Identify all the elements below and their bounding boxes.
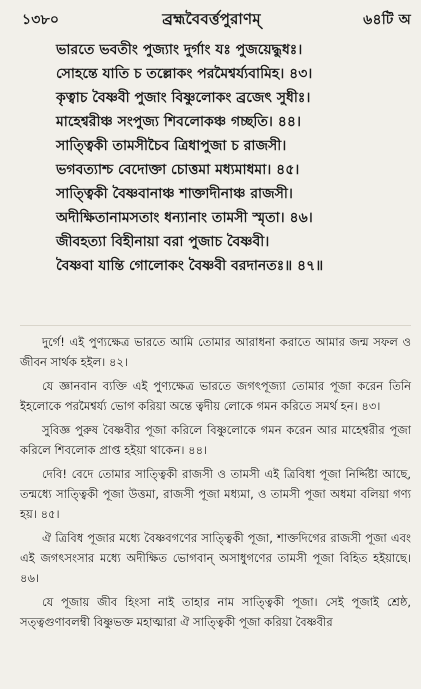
commentary-paragraph: দুর্গে! এই পুণ্যক্ষেত্র ভারতে আমি তোমার আরাধনা করাতে আমার জন্ম সফল ও জীবন সার্থক হইল। ৪২। xyxy=(20,335,411,369)
verse-line: জীবহত্যা বিহীনায়া বরা পুজাচ বৈষ্ণবী। xyxy=(56,234,270,250)
commentary-paragraph: যে পূজায় জীব হিংসা নাই তাহার নাম সাত্ত্বিকী পূজা। সেই পূজাই শ্রেষ্ঠ, সত্ত্বগুণাবলম্বী বিষ্ণুভক্ত মহাত্মারা ঐ সাত্ত্বিকী পূজা করিয়া বৈষ্ণবীর xyxy=(20,595,411,629)
chapter-label: ৬৪টি অ xyxy=(363,12,411,28)
page-number: ১৩৮০ xyxy=(22,12,60,28)
verse-line: সাত্ত্বিকী বৈষ্ণবানাঞ্চ শাক্তাদীনাঞ্চ রাজসী। xyxy=(56,186,293,202)
commentary-paragraph: দেবি! বেদে তোমার সাত্ত্বিকী রাজসী ও তামসী এই ত্রিবিধা পূজা নির্দ্দিষ্টা আছে, তন্মধ্যে সাত্ত্বিকী পূজা উত্তমা, রাজসী পূজা মধ্যমা, ও তামসী পূজা অধমা বলিয়া গণ্য হয়। ৪৫। xyxy=(20,467,411,521)
page-header xyxy=(22,8,411,32)
verse-line: সাত্ত্বিকী তামসীচৈব ত্রিধাপুজা চ রাজসী। xyxy=(56,138,287,154)
commentary-paragraph: যে জ্ঞানবান ব্যক্তি এই পুণ্যক্ষেত্র ভারতে জগৎপূজ্যা তোমার পূজা করেন তিনি ইহলোকে পরমৈশ্বর্য্য ভোগ করিয়া অন্তে ত্বদীয় লোকে গমন করিতে সমর্থ হন। ৪৩। xyxy=(20,379,411,413)
verse-line: কৃত্বাচ বৈষ্ণবী পুজাং বিষ্ণুলোকং ব্রজেৎ সুধীঃ। xyxy=(56,90,311,106)
verse-line: সোহন্তে যাতি চ তল্লোকং পরমৈশ্বর্য্যবামিহ। ৪৩। xyxy=(56,66,313,82)
section-divider xyxy=(20,325,411,326)
bengali-commentary xyxy=(20,332,411,632)
commentary-paragraph: সুবিজ্ঞ পুরুষ বৈষ্ণবীর পূজা করিলে বিষ্ণুলোকে গমন করেন আর মাহেশ্বরীর পূজা করিলে শিবলোক প্রাপ্ত হইয়া থাকেন। ৪৪। xyxy=(20,423,411,457)
verse-line: মাহেশ্বরীঞ্চ সংপুজ্য শিবলোকঞ্চ গচ্ছতি। ৪৪। xyxy=(56,114,301,130)
sanskrit-verses xyxy=(56,38,409,278)
verse-line: বৈষ্ণবা যান্তি গোলোকং বৈষ্ণবী বরদানতঃ॥ ৪৭॥ xyxy=(56,258,324,274)
running-title: ব্রহ্মবৈবর্ত্তপুরাণম্ xyxy=(162,9,261,28)
verse-line: অদীক্ষিতানামসতাং ধন্যানাং তামসী স্মৃতা। ৪৬। xyxy=(56,210,313,226)
verse-line: ভারতে ভবতীং পুজ্যাং দুর্গাং যঃ পুজয়েদ্ধুধঃ। xyxy=(56,42,303,58)
commentary-paragraph: ঐ ত্রিবিধ পূজার মধ্যে বৈষ্ণবগণের সাত্ত্বিকী পূজা, শাক্তদিগের রাজসী পূজা এবং এই জগৎসংসার মধ্যে অদীক্ষিত ভোগবান্ অসাধুগণের তামসী পূজা বিহিত হইয়াছে। ৪৬। xyxy=(20,531,411,585)
verse-line: ভগবত্যাশ্চ বেদোক্তা চোত্তমা মধ্যমাধমা। ৪৫। xyxy=(56,162,300,178)
